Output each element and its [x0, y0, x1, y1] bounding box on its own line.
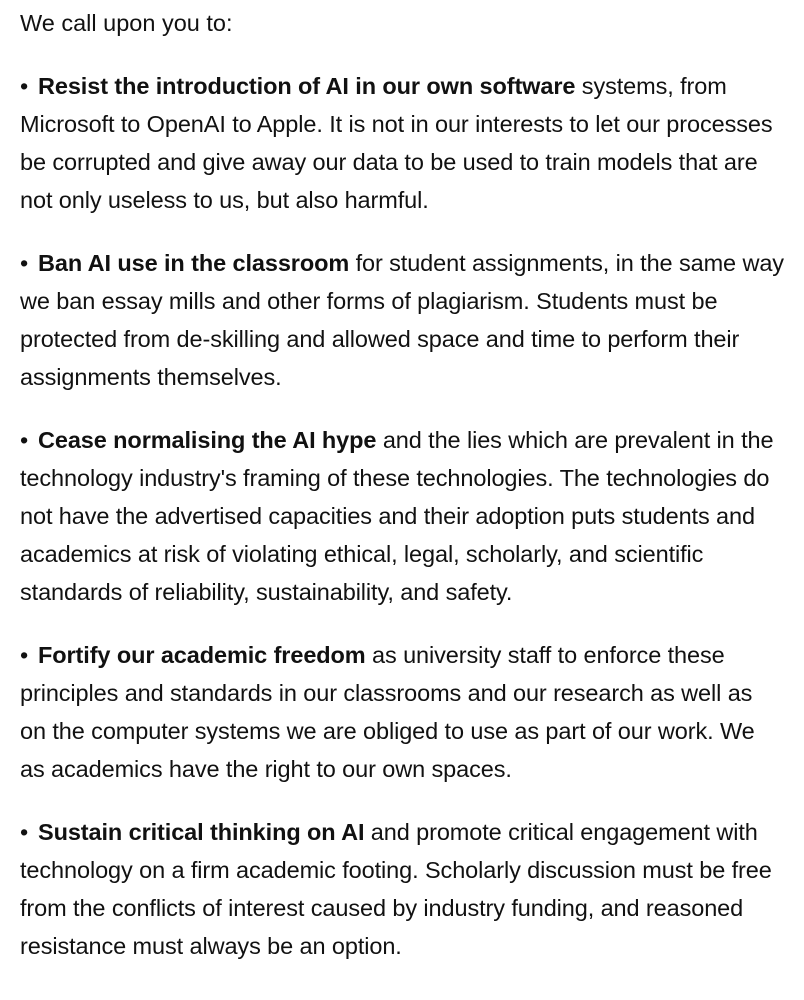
demand-item-resist — [20, 67, 784, 219]
demand-lead: Fortify our academic freedom — [38, 642, 366, 668]
bullet-marker: • — [20, 642, 29, 668]
bullet-marker: • — [20, 427, 29, 453]
demand-lead: Cease normalising the AI hype — [38, 427, 377, 453]
demand-item-sustain — [20, 813, 784, 965]
demand-item-cease — [20, 421, 784, 611]
bullet-marker: • — [20, 819, 29, 845]
demand-lead: Ban AI use in the classroom — [38, 250, 350, 276]
demand-text: and the lies which are prevalent in the technology industry's framing of these technologies. The technologies do not have the advertised capacities and their adoption puts students and academics at risk of violating ethical, legal, scholarly, and scientific standards of reliability, sustainability, and safety. — [20, 427, 774, 605]
demand-text: as university staff to enforce these principles and standards in our classrooms and our research as well as on the computer systems we are obliged to use as part of our work. We as academics have the right to our own spaces. — [20, 642, 755, 782]
demand-lead: Sustain critical thinking on AI — [38, 819, 365, 845]
demand-text: systems, from Microsoft to OpenAI to Apple. It is not in our interests to let our processes be corrupted and give away our data to be used to train models that are not only useless to us, but also harmful. — [20, 73, 773, 213]
bullet-marker: • — [20, 73, 29, 99]
demand-text: for student assignments, in the same way we ban essay mills and other forms of plagiarism. Students must be protected from de-skilling and allowed space and time to perform their assignments themselves. — [20, 250, 784, 390]
demand-item-ban — [20, 244, 784, 396]
demand-lead: Resist the introduction of AI in our own software — [38, 73, 576, 99]
intro-text: We call upon you to: — [20, 10, 233, 36]
demand-item-fortify — [20, 636, 784, 788]
demand-text: and promote critical engagement with technology on a firm academic footing. Scholarly discussion must be free from the conflicts of interest caused by industry funding, and reasoned resistance must always be an option. — [20, 819, 772, 959]
bullet-marker: • — [20, 250, 29, 276]
